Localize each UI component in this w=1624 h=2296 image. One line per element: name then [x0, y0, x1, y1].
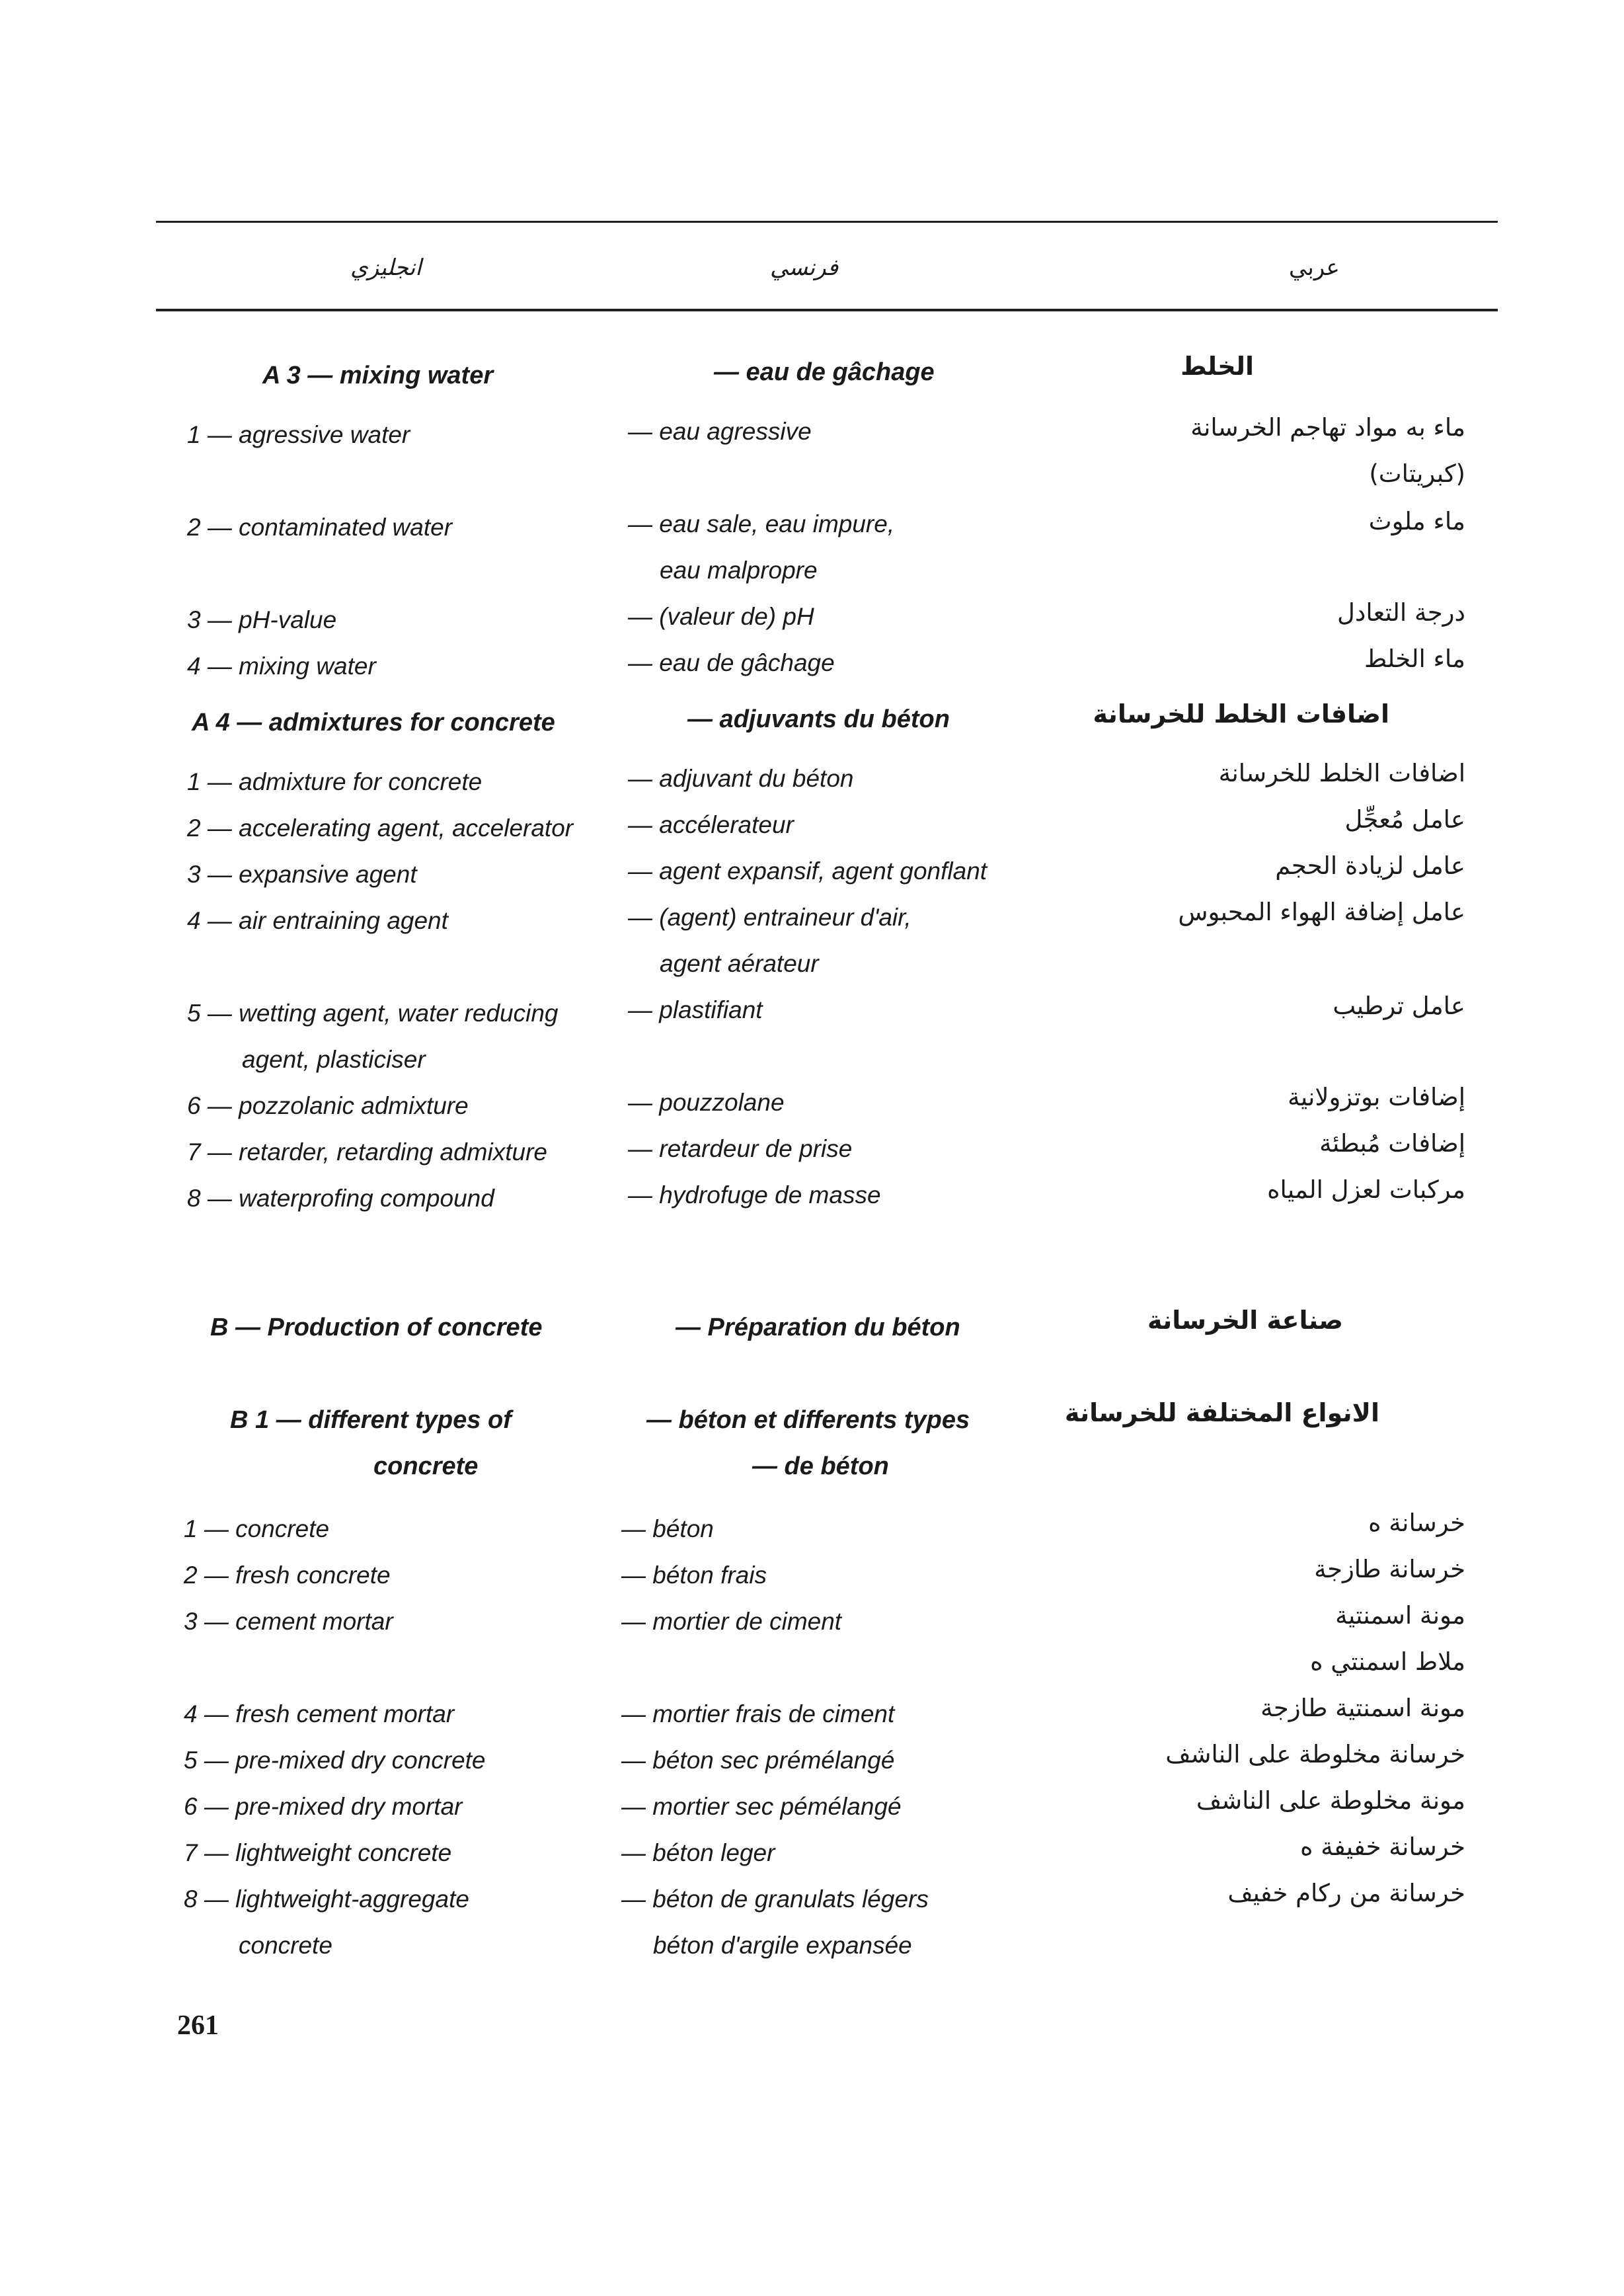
term-fr: — mortier sec pémélangé [621, 1793, 902, 1820]
term-en: 6 — pre-mixed dry mortar [184, 1793, 463, 1820]
term-en: 8 — lightweight-aggregate [184, 1885, 469, 1913]
term-fr: — béton [621, 1515, 714, 1542]
term-en: 4 — fresh cement mortar [184, 1700, 455, 1727]
header-bottom-rule [156, 309, 1498, 311]
term-fr: — retardeur de prise [628, 1135, 853, 1162]
term-ar: عامل ترطيب [1333, 992, 1465, 1020]
term-ar: ماء الخلط [1364, 645, 1465, 673]
header-english: انجليزي [350, 255, 422, 281]
section-heading-en: B — Production of concrete [210, 1314, 543, 1341]
term-en: 3 — expansive agent [187, 861, 417, 888]
term-fr: — béton leger [621, 1839, 775, 1866]
term-ar: عامل إضافة الهواء المحبوس [1178, 898, 1465, 926]
term-ar: ماء به مواد تهاجم الخرسانة [1190, 413, 1465, 442]
term-en: 6 — pozzolanic admixture [187, 1092, 469, 1119]
term-ar: إضافات بوتزولانية [1288, 1083, 1465, 1111]
term-fr-cont: agent aérateur [660, 950, 819, 977]
term-fr: — agent expansif, agent gonflant [628, 857, 987, 885]
term-fr: — béton frais [621, 1562, 767, 1589]
term-en: 2 — accelerating agent, accelerator [187, 814, 574, 842]
header-top-rule [156, 221, 1498, 223]
term-ar: خرسانة طازجة [1314, 1555, 1465, 1583]
term-ar: عامل مُعجِّل [1344, 805, 1465, 834]
term-fr: — mortier frais de ciment [621, 1700, 895, 1727]
term-ar: درجة التعادل [1336, 598, 1465, 627]
term-en: 8 — waterprofing compound [187, 1185, 494, 1212]
term-en: 4 — mixing water [187, 653, 376, 680]
term-fr: — eau de gâchage [628, 649, 835, 676]
term-en: 2 — fresh concrete [184, 1562, 391, 1589]
page-number: 261 [177, 2010, 219, 2041]
term-ar-cont: ملاط اسمنتي ه [1310, 1647, 1465, 1676]
term-fr: — pouzzolane [628, 1089, 785, 1116]
section-heading-en-cont: concrete [373, 1452, 479, 1480]
section-heading-fr: — eau de gâchage [714, 358, 935, 386]
term-ar: مونة اسمنتية [1335, 1601, 1465, 1630]
term-en: 3 — cement mortar [184, 1608, 393, 1635]
term-ar: مركبات لعزل المياه [1267, 1175, 1465, 1204]
term-ar: خرسانة خفيفة ه [1300, 1833, 1465, 1861]
term-fr-cont: eau malpropre [660, 557, 818, 584]
term-fr: — mortier de ciment [621, 1608, 842, 1635]
section-heading-fr: — Préparation du béton [676, 1314, 960, 1341]
term-fr: — plastifiant [628, 996, 763, 1023]
section-heading-ar: اضافات الخلط للخرسانة [1093, 699, 1389, 729]
section-heading-ar: الخلط [1180, 352, 1254, 381]
term-fr: — (valeur de) pH [628, 603, 814, 630]
term-ar: مونة مخلوطة على الناشف [1196, 1786, 1465, 1815]
term-ar: خرسانة من ركام خفيف [1227, 1879, 1465, 1907]
section-heading-en: B 1 — different types of [230, 1406, 512, 1434]
term-ar: اضافات الخلط للخرسانة [1218, 759, 1465, 787]
term-en: 3 — pH-value [187, 606, 337, 633]
term-ar: ماء ملوث [1368, 507, 1465, 535]
term-en: 1 — admixture for concrete [187, 768, 483, 795]
section-heading-en: A 4 — admixtures for concrete [192, 709, 555, 736]
term-en-cont: concrete [239, 1932, 332, 1959]
term-ar-cont: (كبريتات) [1369, 459, 1465, 488]
term-ar: عامل لزيادة الحجم [1275, 851, 1465, 880]
term-fr-cont: béton d'argile expansée [653, 1932, 912, 1959]
term-en: 4 — air entraining agent [187, 907, 448, 934]
term-fr: — accélerateur [628, 811, 794, 838]
term-en: 5 — wetting agent, water reducing [187, 1000, 559, 1027]
term-en: 5 — pre-mixed dry concrete [184, 1747, 486, 1774]
term-fr: — (agent) entraineur d'air, [628, 904, 911, 931]
header-arabic: عربي [1289, 255, 1340, 281]
section-heading-fr-cont: — de béton [752, 1452, 889, 1480]
term-fr: — béton de granulats légers [621, 1885, 929, 1913]
term-en: 1 — concrete [184, 1515, 330, 1542]
term-fr: — adjuvant du béton [628, 765, 854, 792]
term-ar: إضافات مُبطئة [1319, 1129, 1465, 1158]
term-ar: خرسانة ه [1368, 1509, 1465, 1537]
term-ar: مونة اسمنتية طازجة [1260, 1694, 1465, 1722]
term-ar: خرسانة مخلوطة على الناشف [1165, 1740, 1465, 1768]
term-en-cont: agent, plasticiser [242, 1046, 426, 1073]
header-french: فرنسي [770, 255, 839, 281]
section-heading-fr: — adjuvants du béton [687, 705, 950, 733]
term-fr: — eau sale, eau impure, [628, 510, 895, 537]
term-en: 2 — contaminated water [187, 514, 453, 541]
section-heading-fr: — béton et differents types [646, 1406, 970, 1434]
term-fr: — hydrofuge de masse [628, 1181, 881, 1208]
term-en: 7 — lightweight concrete [184, 1839, 452, 1866]
term-en: 1 — agressive water [187, 421, 410, 448]
section-heading-ar: صناعة الخرسانة [1147, 1306, 1343, 1335]
section-heading-en: A 3 — mixing water [262, 362, 494, 389]
term-en: 7 — retarder, retarding admixture [187, 1138, 547, 1166]
section-heading-ar: الانواع المختلفة للخرسانة [1064, 1398, 1379, 1427]
term-fr: — béton sec prémélangé [621, 1747, 895, 1774]
term-fr: — eau agressive [628, 418, 812, 445]
